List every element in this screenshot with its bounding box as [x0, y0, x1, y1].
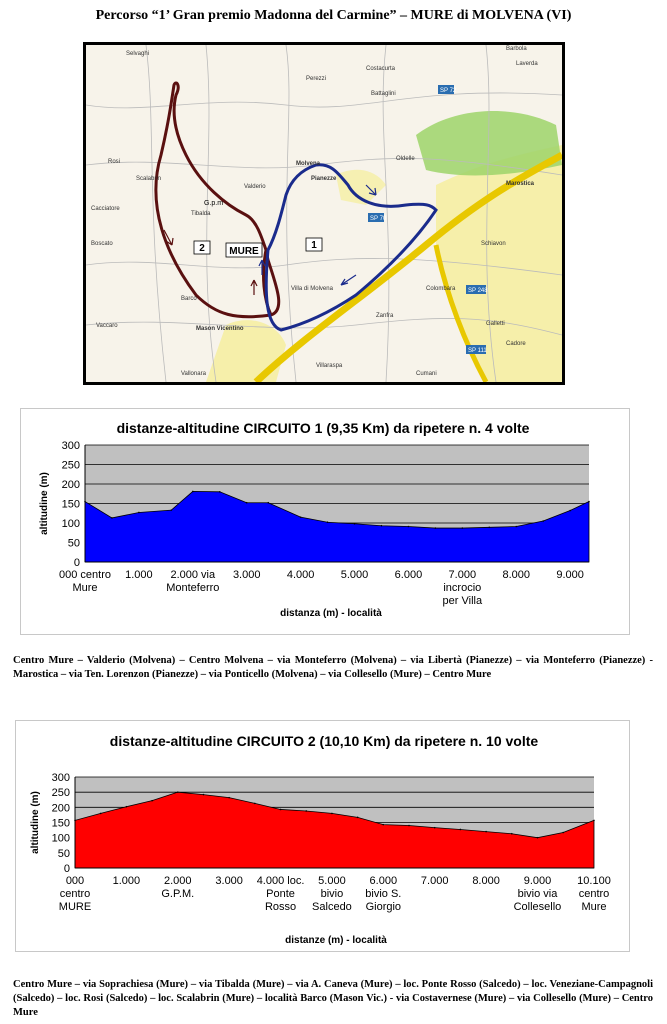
x-tick-line: 6.000 — [369, 875, 398, 887]
place-label: Barco — [181, 296, 197, 302]
circuit-1-description: Centro Mure – Valderio (Molvena) – Centro Molvena – via Monteferro (Molvena) – via Libertà (Pianezze) – via Monteferro (Pianezze) - Marostica – via Ten. Lorenzon (Pianezze) – via Ponticello (Molvena) – via Collesello (Mure) – Centro Mure — [13, 655, 653, 680]
data-point — [192, 491, 194, 493]
place-label: Cacciatore — [91, 206, 120, 212]
x-tick-line: bivio S. — [365, 888, 402, 900]
place-label: Rosi — [108, 159, 121, 165]
x-tick-label — [556, 569, 584, 581]
x-tick-label — [395, 569, 423, 581]
road-label: SP 72 — [440, 88, 457, 94]
y-tick-label: 250 — [51, 787, 70, 800]
data-point — [170, 509, 172, 511]
data-point — [562, 832, 564, 834]
x-tick-line: Collesello — [513, 901, 562, 913]
circuit-2-description: Centro Mure – via Soprachiesa (Mure) – via Tibalda (Mure) – via A. Caneva (Mure) – loc. Ponte Rosso (Salcedo) – loc. Veneziane-Campagnoli (Salcedo) – loc. Rosi (Salcedo) – loc. Scalabrin (Mure) – località Barco (Mason Vic.) - via Costavernese (Mure) – via Collesello (Mure) – Centro Mure — [13, 979, 653, 1018]
x-tick-label — [287, 569, 315, 581]
place-label: Perezzi — [306, 76, 327, 82]
place-label: Vallonara — [181, 371, 206, 377]
data-point — [267, 502, 269, 504]
x-tick-line: per Villa — [442, 595, 483, 607]
place-label: Oldelle — [396, 156, 415, 162]
place-label: Cadore — [506, 341, 526, 347]
x-tick-line: 3.000 — [215, 875, 243, 887]
data-point — [354, 523, 356, 525]
x-tick-line: 1.000 — [112, 875, 141, 887]
y-tick-label: 300 — [51, 772, 70, 784]
data-point — [460, 829, 462, 831]
gpm-label: G.p.m — [204, 200, 224, 207]
x-tick-label — [421, 875, 449, 887]
x-tick-line: 7.000 — [448, 569, 477, 581]
mure-label: MURE — [229, 246, 259, 257]
chart-circuit-2 — [15, 720, 630, 952]
data-point — [300, 516, 302, 518]
data-point — [462, 527, 464, 529]
x-tick-label — [59, 569, 111, 594]
y-tick-label: 50 — [57, 847, 70, 860]
y-tick-label: 200 — [51, 802, 70, 815]
x-tick-line: 3.000 — [232, 569, 261, 581]
y-tick-label: 250 — [61, 459, 80, 472]
data-point — [138, 512, 140, 514]
data-point — [381, 525, 383, 527]
place-label: Pianezze — [311, 176, 337, 182]
place-label: Zanfra — [376, 313, 394, 319]
data-point — [203, 794, 205, 796]
data-point — [357, 817, 359, 819]
place-label: Cumani — [416, 371, 437, 377]
x-tick-label — [257, 875, 305, 913]
x-tick-line: centro — [59, 888, 91, 900]
x-tick-line: 9.000 — [523, 875, 552, 887]
data-point — [537, 837, 539, 839]
data-point — [383, 824, 385, 826]
data-point — [569, 510, 571, 512]
data-point — [331, 813, 333, 815]
route-map-svg — [86, 45, 562, 382]
y-tick-label: 100 — [61, 518, 80, 530]
x-tick-label — [312, 875, 352, 913]
data-point — [305, 810, 307, 812]
x-tick-line: 9.000 — [556, 569, 584, 581]
data-point — [111, 517, 113, 519]
y-tick-label: 300 — [61, 440, 80, 452]
place-label: Valderio — [244, 184, 266, 190]
chart-title: distanze-altitudine CIRCUITO 2 (10,10 Km) da ripetere n. 10 volte — [109, 733, 539, 749]
y-axis-label: altitudine (m) — [30, 791, 41, 854]
x-tick-line: 8.000 — [472, 875, 500, 887]
data-point — [100, 813, 102, 815]
x-tick-label — [113, 875, 141, 887]
x-tick-line: 5.000 — [318, 875, 346, 887]
x-tick-line: 2.000 via — [170, 569, 216, 581]
data-point — [515, 526, 517, 528]
chart-circuit-1 — [20, 408, 630, 635]
data-point — [126, 806, 128, 808]
x-tick-line: 7.000 — [420, 875, 449, 887]
x-tick-label — [161, 875, 194, 900]
place-label: Vaccaro — [96, 323, 118, 329]
x-tick-line: Mure — [581, 901, 607, 913]
y-tick-label: 150 — [61, 498, 80, 511]
x-tick-line: Rosso — [264, 901, 297, 913]
x-tick-label — [59, 875, 91, 913]
place-label: Barbola — [506, 46, 527, 52]
direction-arrows — [164, 185, 376, 295]
x-tick-label — [365, 875, 401, 913]
road-label: SP 111 — [468, 348, 487, 354]
x-tick-line: 4.000 loc. — [256, 875, 305, 887]
x-tick-line: bivio via — [517, 888, 558, 900]
x-axis-label: distanza (m) - località — [280, 608, 382, 619]
x-tick-line: MURE — [58, 901, 92, 913]
x-tick-line: 000 — [65, 875, 85, 887]
x-tick-line: Monteferro — [166, 582, 220, 594]
y-tick-label: 200 — [61, 479, 80, 491]
x-tick-line: 10.100 — [577, 875, 611, 887]
x-tick-label — [443, 569, 483, 607]
data-point — [588, 501, 590, 503]
x-tick-label — [577, 875, 611, 913]
place-label: Selvaghi — [126, 51, 150, 57]
x-tick-line: 5.000 — [340, 569, 369, 581]
place-label: Battaglini — [371, 91, 396, 97]
data-point — [593, 820, 595, 822]
y-tick-label: 50 — [67, 537, 80, 550]
x-tick-line: G.P.M. — [161, 888, 195, 900]
data-point — [219, 491, 221, 493]
circuit-1-label: 1 — [311, 240, 317, 251]
data-point — [408, 526, 410, 528]
x-tick-label — [125, 569, 153, 581]
x-tick-line: 000 centro — [59, 569, 111, 581]
x-tick-line: 6.000 — [394, 569, 423, 581]
circuit-2-label: 2 — [199, 243, 205, 254]
x-tick-label — [514, 875, 562, 913]
x-tick-line: 2.000 — [164, 875, 192, 887]
x-tick-line: 1.000 — [125, 569, 153, 581]
x-tick-label — [502, 569, 530, 581]
data-point — [177, 791, 179, 793]
place-label: Costacurta — [366, 66, 396, 72]
data-point — [435, 527, 437, 529]
place-label: Boscato — [91, 241, 113, 247]
chart-title: distanze-altitudine CIRCUITO 1 (9,35 Km) da ripetere n. 4 volte — [116, 420, 530, 436]
data-point — [327, 521, 329, 523]
data-point — [485, 831, 487, 833]
road-label: SP 70 — [370, 216, 387, 222]
data-point — [542, 520, 544, 522]
x-axis-label: distanze (m) - località — [285, 935, 387, 946]
x-tick-label — [215, 875, 243, 887]
x-tick-line: bivio — [320, 888, 344, 900]
data-point — [228, 797, 230, 799]
x-tick-line: Giorgio — [365, 901, 402, 913]
x-tick-line: 8.000 — [502, 569, 530, 581]
route-map — [83, 42, 565, 385]
y-axis-label: altitudine (m) — [39, 472, 50, 535]
y-tick-label: 0 — [63, 863, 70, 875]
data-point — [408, 825, 410, 827]
place-label: Scalabrin — [136, 176, 162, 182]
y-tick-label: 150 — [51, 817, 70, 830]
data-point — [280, 809, 282, 811]
data-point — [511, 833, 513, 835]
place-label: Colombara — [426, 286, 456, 292]
data-point — [254, 803, 256, 805]
data-point — [246, 502, 248, 504]
data-point — [488, 526, 490, 528]
place-label: Schiavon — [481, 241, 506, 247]
page-title: Percorso “1’ Gran premio Madonna del Carmine” – MURE di MOLVENA (VI) — [95, 8, 572, 23]
road-label: SP 248 — [468, 288, 488, 294]
place-label: Villaraspa — [316, 363, 343, 369]
x-tick-line: Mure — [72, 582, 98, 594]
x-tick-line: Salcedo — [312, 901, 352, 913]
place-label: Marostica — [506, 181, 535, 187]
x-tick-label — [341, 569, 369, 581]
x-tick-line: centro — [578, 888, 610, 900]
x-tick-line: 4.000 — [286, 569, 315, 581]
place-label: Molvena — [296, 161, 321, 167]
urban-area — [436, 145, 562, 382]
x-tick-label — [472, 875, 500, 887]
place-label: Villa di Molvena — [291, 286, 333, 292]
y-tick-label: 100 — [51, 832, 70, 845]
x-tick-line: Ponte — [266, 888, 295, 900]
place-label: Laverda — [516, 61, 538, 67]
y-tick-label: 0 — [73, 557, 80, 569]
x-tick-line: incrocio — [443, 582, 482, 594]
place-label: Galletti — [486, 321, 505, 327]
chart-2-svg — [16, 721, 629, 951]
data-point — [151, 800, 153, 802]
x-tick-label — [233, 569, 261, 581]
chart-1-svg — [21, 409, 629, 634]
place-label: Mason Vicentino — [196, 326, 244, 332]
data-point — [434, 827, 436, 829]
x-tick-label — [166, 569, 219, 594]
place-label: Tibalda — [191, 211, 211, 217]
